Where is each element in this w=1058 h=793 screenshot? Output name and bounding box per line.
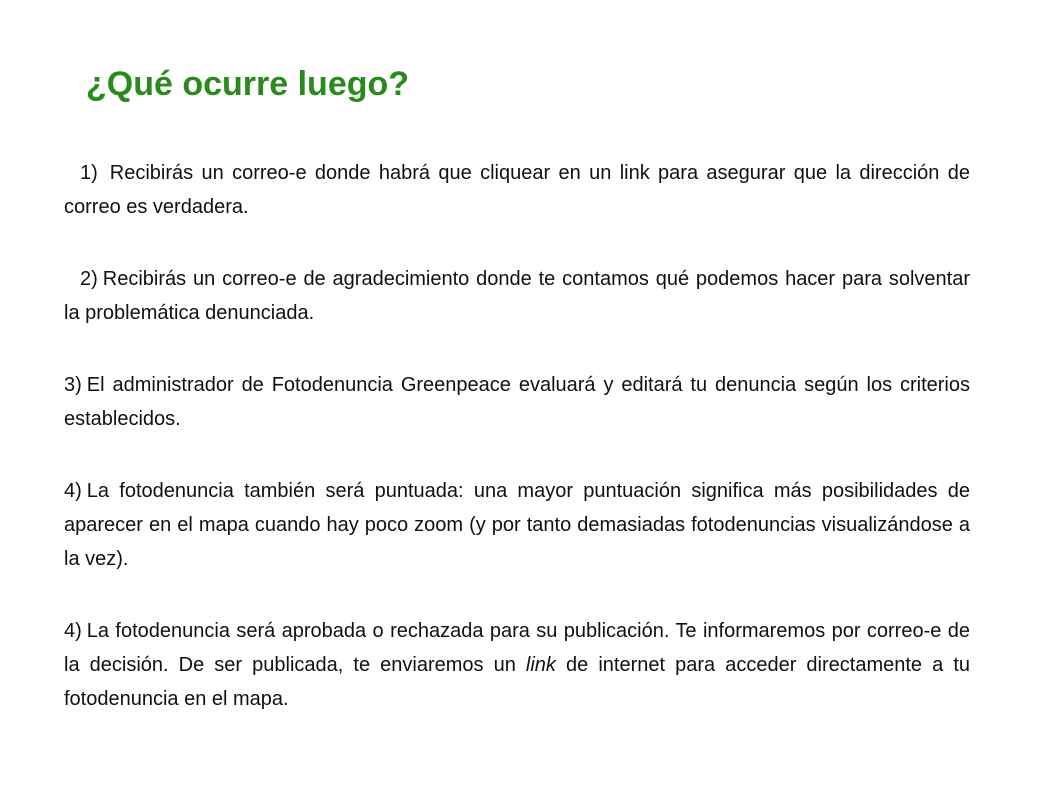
step-number: 3) (64, 374, 82, 396)
step-number: 4) (64, 480, 82, 502)
step-text-before: La fotodenuncia será aprobada o rechazada para su publicación. Te informaremos por correo-e de la decisión. De ser publicada, te enviaremos un (64, 620, 970, 676)
step-text: El administrador de Fotodenuncia Greenpeace evaluará y editará tu denuncia según los criterios establecidos. (64, 374, 970, 430)
link-word: link (525, 654, 556, 676)
steps-list (64, 156, 970, 716)
step-2 (64, 262, 970, 330)
step-4 (64, 474, 970, 576)
step-text: Recibirás un correo-e donde habrá que cliquear en un link para asegurar que la dirección de correo es verdadera. (64, 162, 970, 218)
step-number: 2) (80, 268, 98, 290)
step-text: La fotodenuncia también será puntuada: una mayor puntuación significa más posibilidades de aparecer en el mapa cuando hay poco zoom (y por tanto demasiadas fotodenuncias visualizándose a la vez). (64, 480, 970, 570)
page-title: ¿Qué ocurre luego? (86, 65, 410, 103)
step-text-after: de internet para acceder directamente a tu fotodenuncia en el mapa. (64, 654, 970, 710)
step-number: 4) (64, 620, 82, 642)
step-1 (64, 156, 970, 224)
step-text: Recibirás un correo-e de agradecimiento donde te contamos qué podemos hacer para solventar la problemática denunciada. (64, 268, 970, 324)
step-number: 1) (80, 162, 98, 184)
step-3 (64, 368, 970, 436)
step-5 (64, 614, 970, 716)
